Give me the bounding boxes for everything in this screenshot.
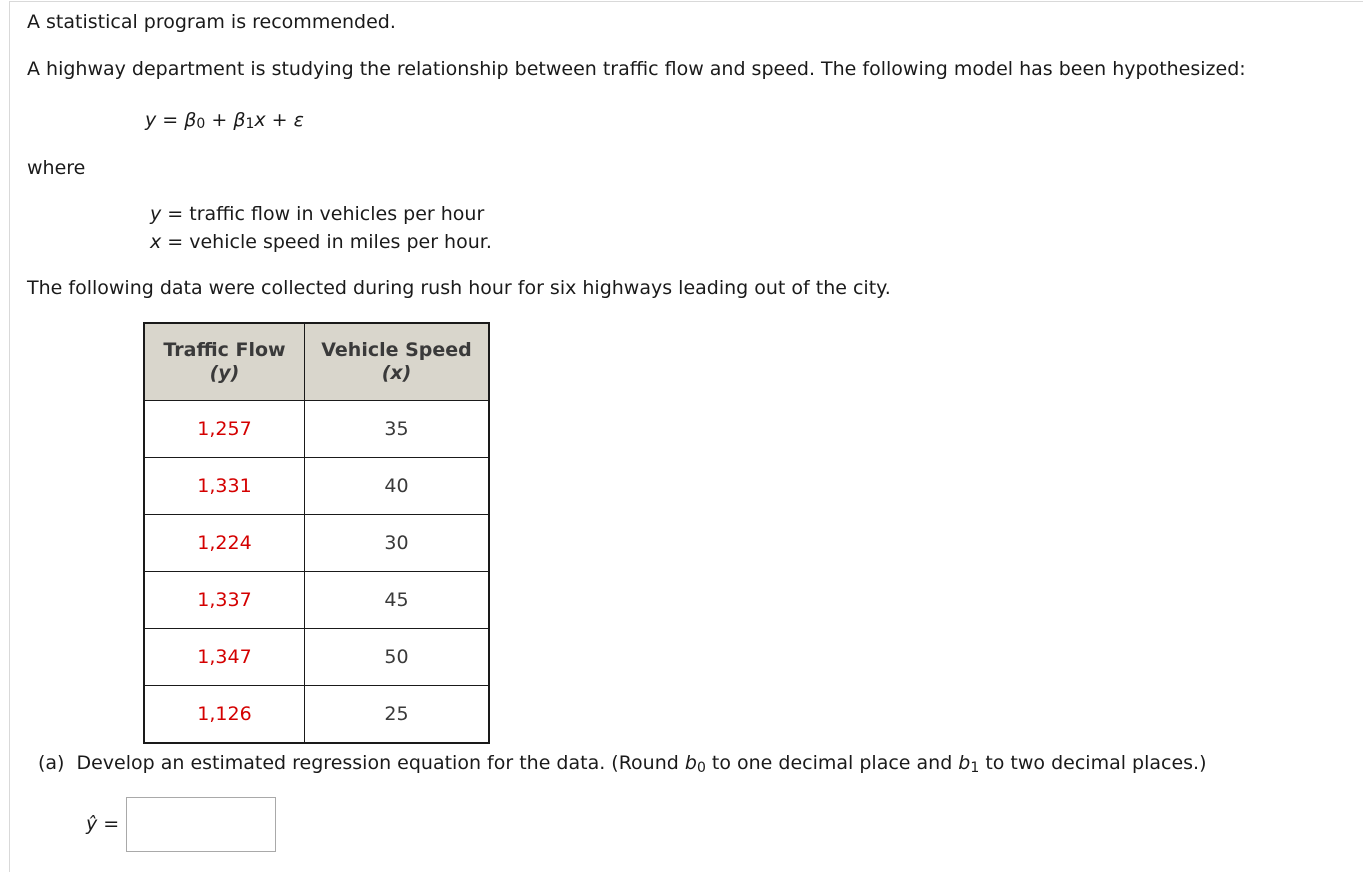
traffic-flow-cell: 1,224 [144,515,305,572]
problem-description: A highway department is studying the relationship between traffic flow and speed. The following model has been hypothesized: [27,58,1246,80]
header-traffic-flow [144,323,305,401]
part-a-b1: b [958,752,971,774]
answer-label [86,813,119,835]
definition-y-text: = traffic flow in vehicles per hour [161,203,485,225]
model-beta0: β [184,109,197,131]
model-beta0-sub: 0 [196,116,206,132]
vehicle-speed-cell: 50 [305,629,490,686]
model-epsilon: ε [293,109,304,131]
part-a-b0: b [684,752,697,774]
part-a-text3: to two decimal places.) [979,752,1207,774]
vehicle-speed-cell: 25 [305,686,490,744]
definition-y [150,203,484,226]
recommendation-text: A statistical program is recommended. [27,11,396,33]
traffic-flow-cell: 1,126 [144,686,305,744]
part-a-question [38,752,1207,774]
model-equals: = [156,109,185,131]
header-vehicle-speed-symbol: (x) [381,362,412,384]
table-row [144,458,489,515]
traffic-flow-cell: 1,347 [144,629,305,686]
vehicle-speed-cell: 40 [305,458,490,515]
model-y: y [145,109,157,131]
part-a-b0-sub: 0 [696,760,706,776]
table-row [144,572,489,629]
data-intro-text: The following data were collected during rush hour for six highways leading out of the city. [27,277,891,299]
table-row [144,629,489,686]
header-vehicle-speed [305,323,490,401]
y-hat-symbol: ŷ [86,813,98,835]
table-row [144,515,489,572]
definition-y-var: y [150,203,162,225]
definition-x-var: x [150,231,162,253]
part-a-text1: Develop an estimated regression equation for the data. (Round [76,752,685,774]
model-x: x [254,109,266,131]
where-label: where [27,157,86,179]
header-traffic-flow-title: Traffic Flow [163,339,286,362]
model-plus2: + [265,109,294,131]
part-a-label: (a) [38,752,65,774]
traffic-flow-cell: 1,331 [144,458,305,515]
traffic-flow-cell: 1,257 [144,401,305,458]
model-plus1: + [205,109,234,131]
header-vehicle-speed-title: Vehicle Speed [321,339,472,362]
regression-equation-input[interactable] [126,797,276,852]
model-beta1: β [233,109,246,131]
table-row [144,686,489,744]
part-a-text2: to one decimal place and [705,752,959,774]
vehicle-speed-cell: 35 [305,401,490,458]
part-a-b1-sub: 1 [970,760,980,776]
vehicle-speed-cell: 45 [305,572,490,629]
model-equation [145,109,304,131]
vehicle-speed-cell: 30 [305,515,490,572]
header-traffic-flow-symbol: (y) [209,362,240,384]
table-row [144,401,489,458]
model-beta1-sub: 1 [245,116,255,132]
definition-x-text: = vehicle speed in miles per hour. [161,231,492,253]
table-header-row [144,323,489,401]
definition-x [150,231,492,254]
data-table [143,322,490,744]
answer-equals: = [103,813,120,835]
traffic-flow-cell: 1,337 [144,572,305,629]
